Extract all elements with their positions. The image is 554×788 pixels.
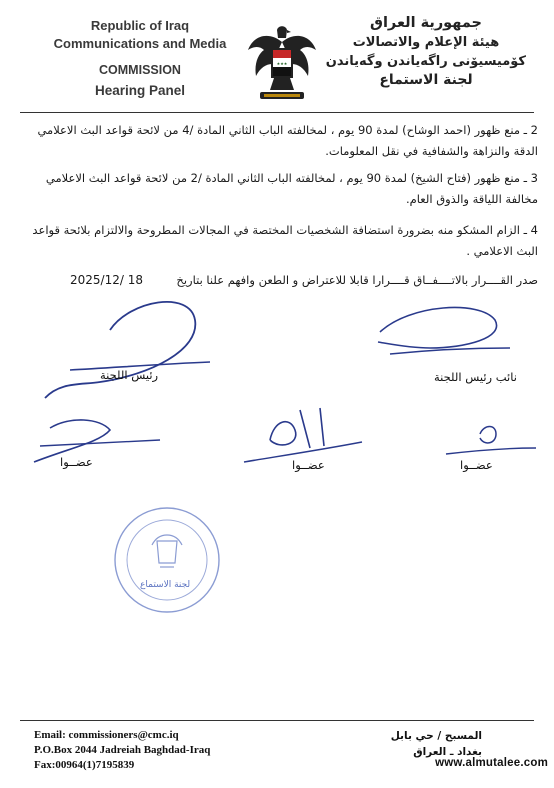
- member-center-label: عضــوا: [292, 458, 325, 472]
- svg-text:★★★: ★★★: [276, 61, 288, 66]
- issued-date: 2025/12/ 18: [70, 273, 143, 287]
- issued-statement: صدر القــــرار بالاتــــفــاق قــــرارا قابلا للاعتراض و الطعن وافهم علنا بتاريخ: [176, 273, 538, 287]
- chair-signature: [40, 290, 220, 400]
- iraq-eagle-emblem-icon: [244, 24, 320, 108]
- member-right-label: عضــوا: [460, 458, 493, 472]
- footer-email: Email: commissioners@cmc.iq: [34, 729, 179, 741]
- header-en-country: Republic of Iraq: [90, 18, 190, 33]
- footer-ar-line2: بغداد ـ العراق: [413, 746, 482, 758]
- header-en-commission: COMMISSION: [99, 63, 181, 77]
- footer-ar-line1: المسبح / حي بابل: [390, 730, 482, 742]
- header-en-org: Communications and Media: [53, 36, 227, 51]
- footer-divider: [20, 720, 534, 721]
- member-left-label: عضــوا: [60, 455, 93, 469]
- decision-item-3: 3 ـ منع ظهور (فتاح الشيخ) لمدة 90 يوم ، لمخالفته الباب الثاني المادة /2 من لائحة قواعد البث الاعلامي مخالفة اللياقة والذوق العام.: [45, 171, 538, 206]
- header-english: [40, 17, 240, 101]
- header-ar-org: هيئة الإعلام والاتصالات: [352, 35, 500, 50]
- header-ar-kurdish: كۆميسيۆنی راگەیاندن وگەیاندن: [325, 54, 526, 69]
- site-watermark: www.almutalee.com: [435, 757, 548, 769]
- footer-fax: Fax:00964(1)7195839: [34, 759, 135, 771]
- vice-chair-label: نائب رئيس اللجنة: [434, 370, 517, 384]
- stamp-label: لجنة الاستماع: [140, 580, 191, 590]
- header-ar-panel: لجنة الاستماع: [379, 72, 473, 88]
- footer-pobox: P.O.Box 2044 Jadreiah Baghdad-Iraq: [34, 744, 211, 756]
- member-left-signature: [30, 408, 170, 468]
- header-en-panel: Hearing Panel: [94, 83, 186, 98]
- decision-item-2: 2 ـ منع ظهور (احمد الوشاح) لمدة 90 يوم ، لمخالفته الباب الثاني المادة /4 من لائحة قواعد البث الاعلامي الدقة والنزاهة والشفافية في نقل المعلومات.: [37, 123, 538, 158]
- footer-address-ar: [391, 728, 482, 760]
- official-stamp: [112, 505, 222, 615]
- chair-label: رئيس اللجنة: [100, 368, 159, 382]
- footer-contact: [34, 728, 210, 773]
- decision-item-4: 4 ـ الزام المشكو منه بضرورة استضافة الشخصيات المختصة في المجالات المطروحة والالتزام بلائحة قواعد البث الاعلامي .: [32, 223, 538, 258]
- header-divider: [20, 112, 534, 113]
- header-ar-country: جمهورية العراق: [369, 15, 483, 31]
- vice-chair-signature: [370, 298, 530, 378]
- header-arabic: [326, 14, 526, 90]
